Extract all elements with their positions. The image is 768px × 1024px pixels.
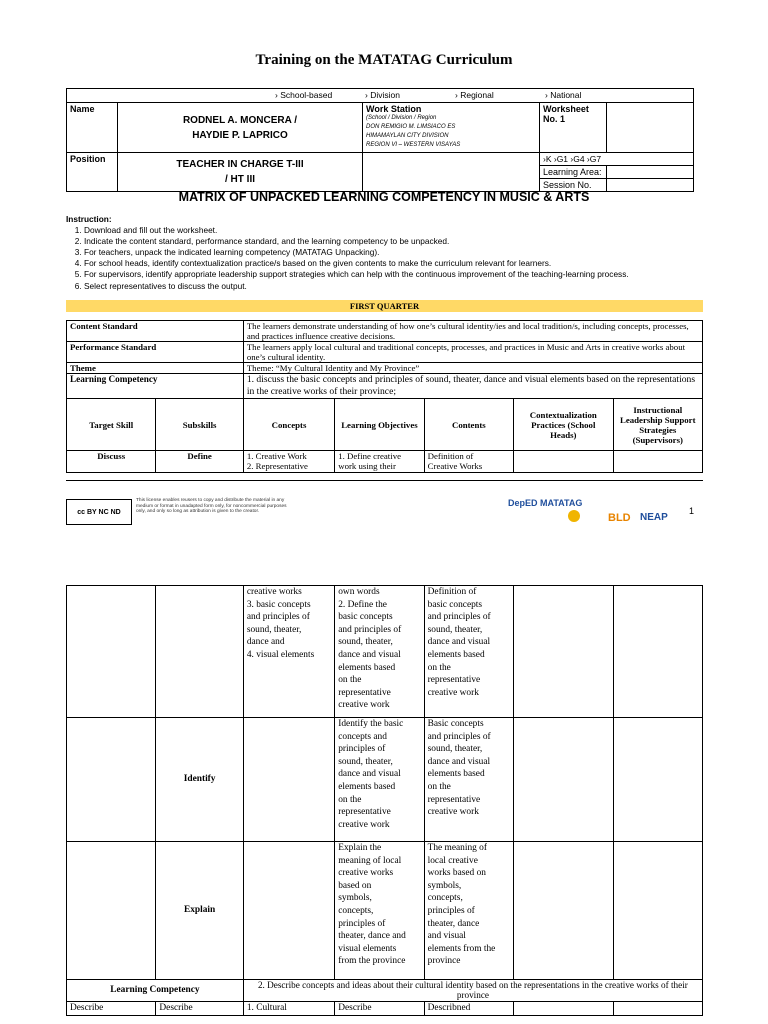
quarter-banner: FIRST QUARTER [66, 300, 703, 312]
last-row-contextualization [514, 1002, 613, 1016]
grade-levels[interactable]: ›K ›G1 ›G4 ›G7 [540, 153, 694, 166]
col-contextualization: Contextualization Practices (School Heads) [514, 399, 613, 451]
row3-support [613, 842, 702, 980]
level-school-based[interactable]: › School-based [275, 90, 333, 100]
license-text: This license enables reusers to copy and distribute the material in any medium or format in unadapted form only, for noncommercial purposes only, and only so long as attribution is given to the creator. [136, 498, 287, 515]
row1-contextualization [514, 451, 613, 473]
instruction-item: 1. Download and fill out the worksheet. [84, 225, 716, 236]
row3-objectives: Explain the meaning of local creative works based on symbols, concepts, principles of theater, dance and visual elements from the province [335, 842, 424, 980]
position-blank [363, 153, 540, 192]
workstation-cell: Work Station (School / Division / Region DON REMIGIO M. LIMSIACO ES HIMAMAYLAN CITY DIVISION REGION VI – WESTERN VISAYAS [363, 103, 540, 153]
row3-contents: The meaning of local creative works based on symbols, concepts, principles of theater, dance and visual elements from the province [424, 842, 513, 980]
p2-row1-objectives: own words 2. Define the basic concepts and principles of sound, theater, dance and visual elements based on the representative creative work [335, 586, 424, 718]
last-row-support [613, 1002, 702, 1016]
col-concepts: Concepts [243, 399, 334, 451]
levels-row [67, 89, 694, 103]
row2-objectives: Identify the basic concepts and principles of sound, theater, dance and visual elements based on the representative creative work [335, 718, 424, 842]
name-value: RODNEL A. MONCERA / HAYDIE P. LAPRICO [118, 103, 363, 153]
deped-matatag-logo: DepED MATATAG [508, 498, 583, 508]
col-subskills: Subskills [156, 399, 243, 451]
p2-row1-contents: Definition of basic concepts and principles of sound, theater, dance and visual elements based on the representative creative work [424, 586, 513, 718]
col-target-skill: Target Skill [67, 399, 156, 451]
theme-label: Theme [67, 363, 244, 374]
row1-support [613, 451, 702, 473]
row2-subskill: Identify [156, 718, 243, 842]
level-national[interactable]: › National [545, 90, 582, 100]
row1-skill: Discuss [67, 451, 156, 473]
instruction-item: 6. Select representatives to discuss the output. [84, 281, 716, 292]
last-row-skill: Describe [67, 1002, 156, 1016]
last-row-contents: Describned [424, 1002, 513, 1016]
header-table [66, 88, 694, 192]
p2-row1-support [613, 586, 702, 718]
level-division[interactable]: › Division [365, 90, 400, 100]
page-divider [66, 480, 703, 481]
row2-contents: Basic concepts and principles of sound, theater, dance and visual elements based on the representative creative work [424, 718, 513, 842]
p2-row1-subskill [156, 586, 243, 718]
bld-logo: BLD [608, 512, 631, 524]
position-label: Position [67, 153, 118, 192]
col-learning-objectives: Learning Objectives [335, 399, 424, 451]
last-row-objectives: Describe [335, 1002, 424, 1016]
row3-contextualization [514, 842, 613, 980]
worksheet-cell: Worksheet No. 1 [540, 103, 607, 153]
row2-skill [67, 718, 156, 842]
col-leadership-support: Instructional Leadership Support Strategies (Supervisors) [613, 399, 702, 451]
row1-objectives: 1. Define creative work using their [335, 451, 424, 473]
learning-area-field[interactable] [607, 166, 694, 179]
performance-standard-label: Performance Standard [67, 342, 244, 363]
instruction-item: 5. For supervisors, identify appropriate leadership support strategies which can help with the continuous improvement of the teaching-learning process. [84, 269, 716, 280]
page-number: 1 [689, 506, 695, 516]
row1-concepts: 1. Creative Work 2. Representative [243, 451, 334, 473]
lc2-label: Learning Competency [67, 980, 244, 1002]
row2-concepts [243, 718, 334, 842]
instruction-item: 4. For school heads, identify contextualization practice/s based on the given contents to make the curriculum relevant for learners. [84, 258, 716, 269]
instructions [66, 214, 716, 292]
logos [508, 498, 698, 526]
competency-matrix-continued [66, 585, 703, 1016]
p2-row1-skill [67, 586, 156, 718]
performance-standard-text: The learners apply local cultural and traditional concepts, processes, and practices in Music and Arts in creative works about one’s cultural identity. [243, 342, 702, 363]
content-standard-text: The learners demonstrate understanding of how one’s cultural identity/ies and local tradition/s, including concepts, processes, and practices influence creative decisions. [243, 321, 702, 342]
instruction-item: 2. Indicate the content standard, performance standard, and the learning competency to be unpacked. [84, 236, 716, 247]
neap-logo: NEAP [640, 512, 668, 523]
page-title: Training on the MATATAG Curriculum [255, 52, 513, 68]
last-row-subskill: Describe [156, 1002, 243, 1016]
row1-contents: Definition of Creative Works [424, 451, 513, 473]
p2-row1-contextualization [514, 586, 613, 718]
position-value: TEACHER IN CHARGE T-III / HT III [118, 153, 363, 192]
lc2-text: 2. Describe concepts and ideas about their cultural identity based on the representations in the creative works of their province [243, 980, 702, 1002]
p2-row1-concepts: creative works 3. basic concepts and principles of sound, theater, dance and 4. visual elements [243, 586, 334, 718]
seal-icon [568, 510, 580, 522]
worksheet-value [607, 103, 694, 153]
content-standard-label: Content Standard [67, 321, 244, 342]
learning-competency-text: 1. discuss the basic concepts and principles of sound, theater, dance and visual elements based on the representations in the creative works of their province; [243, 374, 702, 399]
row1-subskill: Define [156, 451, 243, 473]
level-regional[interactable]: › Regional [455, 90, 494, 100]
name-label: Name [67, 103, 118, 153]
row3-subskill: Explain [156, 842, 243, 980]
competency-matrix [66, 320, 703, 473]
col-contents: Contents [424, 399, 513, 451]
learning-competency-label: Learning Competency [67, 374, 244, 399]
theme-text: Theme: “My Cultural Identity and My Province” [243, 363, 702, 374]
row2-contextualization [514, 718, 613, 842]
row3-concepts [243, 842, 334, 980]
row2-support [613, 718, 702, 842]
instruction-item: 3. For teachers, unpack the indicated learning competency (MATATAG Unpacking). [84, 247, 716, 258]
cc-license-badge: cc BY NC ND [66, 499, 132, 525]
instructions-label: Instruction: [66, 214, 112, 224]
session-label: Session No. [540, 179, 607, 192]
row3-skill [67, 842, 156, 980]
instructions-list [66, 225, 716, 292]
matrix-title: MATRIX OF UNPACKED LEARNING COMPETENCY IN MUSIC & ARTS [178, 190, 590, 204]
learning-area-label: Learning Area: [540, 166, 607, 179]
last-row-concepts: 1. Cultural [243, 1002, 334, 1016]
